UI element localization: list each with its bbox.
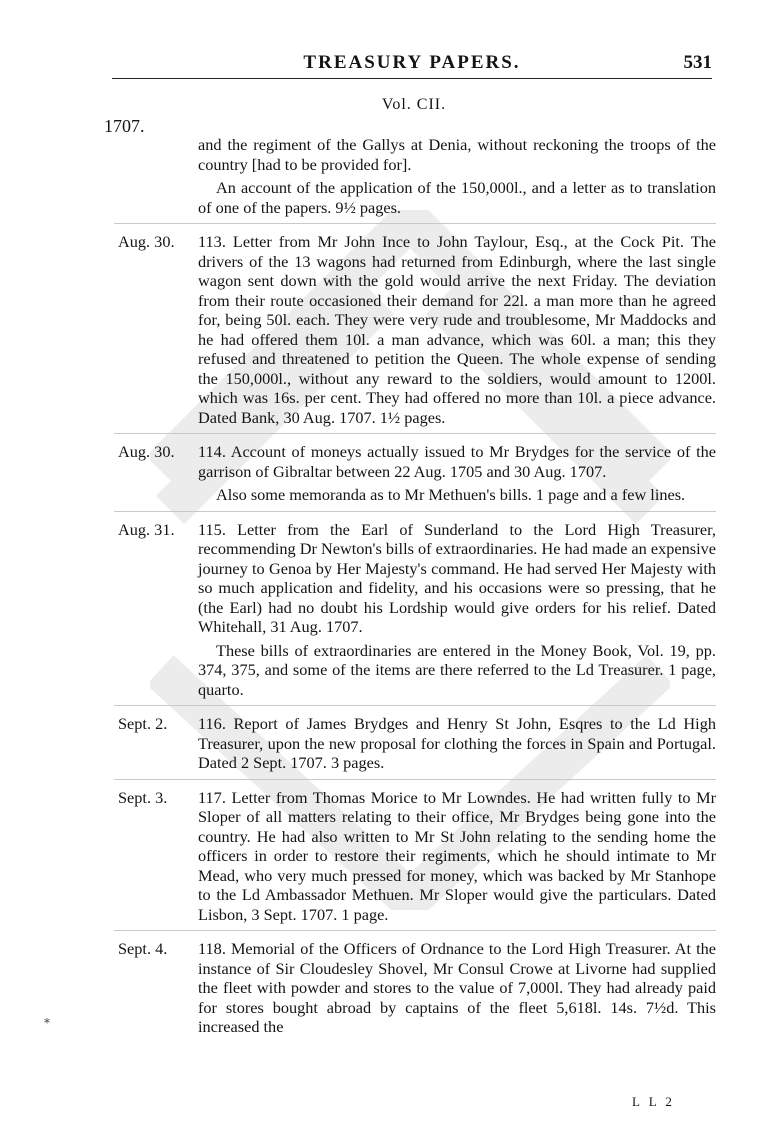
entry-paragraph: 116. Report of James Brydges and Henry St John, Esqres to the Ld High Treasurer, upon the new proposal for clothing the forces in Spain and Portugal. Dated 2 Sept. 1707. 3 pages.: [198, 714, 716, 772]
entry-paragraph: 113. Letter from Mr John Ince to John Taylour, Esq., at the Cock Pit. The drivers of the 13 wagons had returned from Edinburgh, where the last single wagon sent down with the gold would arrive the next Friday. The deviation from their route occasioned their demand for 22l. a man more than he agreed for, being 50l. each. They were very rude and troublesome, Mr Maddocks and he had offered them 10l. a man advance, which was 60l. a man; this they refused and threatened to petition the Queen. The whole expense of sending the 150,000l., without any reward to the soldiers, would amount to 1200l. which was 16s. per cent. They had offered no more than 10l. a piece advance. Dated Bank, 30 Aug. 1707. 1½ pages.: [198, 232, 716, 427]
entry-paragraph: These bills of extraordinaries are entered in the Money Book, Vol. 19, pp. 374, 375, and some of the items are there referred to the Ld Treasurer. 1 page, quarto.: [198, 640, 716, 699]
running-title: TREASURY PAPERS.: [303, 52, 521, 73]
running-head: [112, 48, 712, 79]
entry-118: [114, 939, 716, 1043]
entry-paragraph: 118. Memorial of the Officers of Ordnance to the Lord High Treasurer. At the instance of Sir Cloudesley Shovel, Mr Consul Crowe at Livorne had supplied the fleet with powder and stores to the value of 7,000l. They had already paid for stores bought abroad by captains of the fleet 5,618l. 14s. 7½d. This increased the: [198, 939, 716, 1036]
entry-paragraph: and the regiment of the Gallys at Denia, without reckoning the troops of the country [had to be provided for].: [198, 135, 716, 174]
entry-date: Sept. 3.: [118, 787, 168, 807]
entry-115: [114, 520, 716, 707]
year-label: 1707.: [104, 116, 145, 136]
entry-date: Sept. 4.: [118, 939, 168, 958]
signature-mark: L L 2: [632, 1094, 675, 1109]
volume-heading: Vol. CII.: [381, 96, 447, 113]
entry-116: [114, 714, 716, 780]
entry-date: Sept. 2.: [118, 714, 168, 733]
page-number: 531: [683, 52, 712, 73]
document-body: [114, 135, 716, 1051]
marginal-mark: ⁎: [44, 1012, 50, 1026]
entry-114: [114, 442, 716, 512]
entry-paragraph: 115. Letter from the Earl of Sunderland to the Lord High Treasurer, recommending Dr Newton's bills of extraordinaries. He had made an expensive journey to Genoa by Her Majesty's command. He had served Her Majesty with so much application and fidelity, and his occasions were so pressing, that he (the Earl) had no doubt his Lordship would give orders for his relief. Dated Whitehall, 31 Aug. 1707.: [198, 519, 716, 636]
entry-paragraph: An account of the application of the 150,000l., and a letter as to translation of one of the papers. 9½ pages.: [198, 178, 716, 217]
entry-paragraph: 117. Letter from Thomas Morice to Mr Lowndes. He had written fully to Mr Sloper of all matters relating to their office, Mr Brydges being gone into the country. He had also written to Mr St John relating to the sending home the officers in order to restore their regiments, which he should intimate to Mr Mead, who very much pressed for money, which was backed by Mr Stanhope to the Ld Ambassador Methuen. Mr Sloper would give the particulars. Dated Lisbon, 3 Sept. 1707. 1 page.: [198, 787, 716, 924]
entry-paragraph: 114. Account of moneys actually issued to Mr Brydges for the service of the garrison of Gibraltar between 22 Aug. 1705 and 30 Aug. 1707.: [198, 442, 716, 481]
entry-date: Aug. 30.: [118, 232, 175, 251]
entry-date: Aug. 30.: [118, 442, 175, 461]
entry-117: [114, 788, 716, 932]
entry-paragraph: Also some memoranda as to Mr Methuen's bills. 1 page and a few lines.: [216, 485, 686, 504]
entry-continuation: [114, 135, 716, 224]
entry-date: Aug. 31.: [118, 519, 175, 539]
entry-113: [114, 232, 716, 434]
